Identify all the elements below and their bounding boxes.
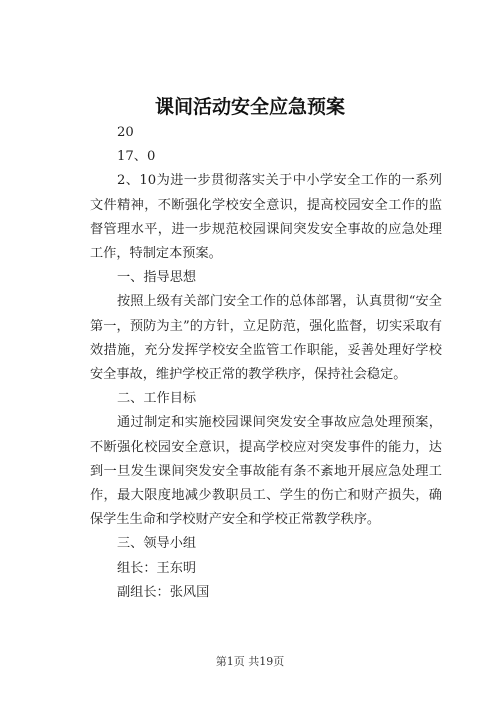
document-title: 课间活动安全应急预案 [154, 96, 345, 118]
text-line-year-part-1: 20 [117, 125, 134, 140]
section-heading-guiding-ideology: 一、指导思想 [117, 270, 197, 286]
page-number-footer: 第1页 共19页 [215, 655, 285, 668]
deputy-leader-line: 副组长：张风国 [117, 584, 210, 600]
section-heading-leadership-group: 三、领导小组 [117, 536, 197, 552]
group-leader-line: 组长：王东明 [117, 560, 197, 576]
document-body [90, 121, 442, 605]
guiding-ideology-paragraph: 按照上级有关部门安全工作的总体部署，认真贯彻“安全第一，预防为主”的方针，立足防范，强化监督，切实采取有效措施，充分发挥学校安全监管工作职能，妥善处理好学校安全事故，维护学校正常的教学秩序，保持社会稳定。 [90, 294, 442, 383]
work-goals-paragraph: 通过制定和实施校园课间突发安全事故应急处理预案，不断强化校园安全意识，提高学校应对突发事件的能力，达到一旦发生课间突发安全事故能有条不紊地开展应急处理工作，最大限度地减少教职员工、学生的伤亡和财产损失，确保学生生命和学校财产安全和学校正常教学秩序。 [90, 415, 442, 528]
section-heading-work-goals: 二、工作目标 [117, 391, 197, 407]
text-line-year-part-2: 17、0 [117, 149, 156, 165]
intro-paragraph: 2、10为进一步贯彻落实关于中小学安全工作的一系列文件精神，不断强化学校安全意识，提高校园安全工作的监督管理水平，进一步规范校园课间突发安全事故的应急处理工作，特制定本预案。 [90, 173, 442, 262]
